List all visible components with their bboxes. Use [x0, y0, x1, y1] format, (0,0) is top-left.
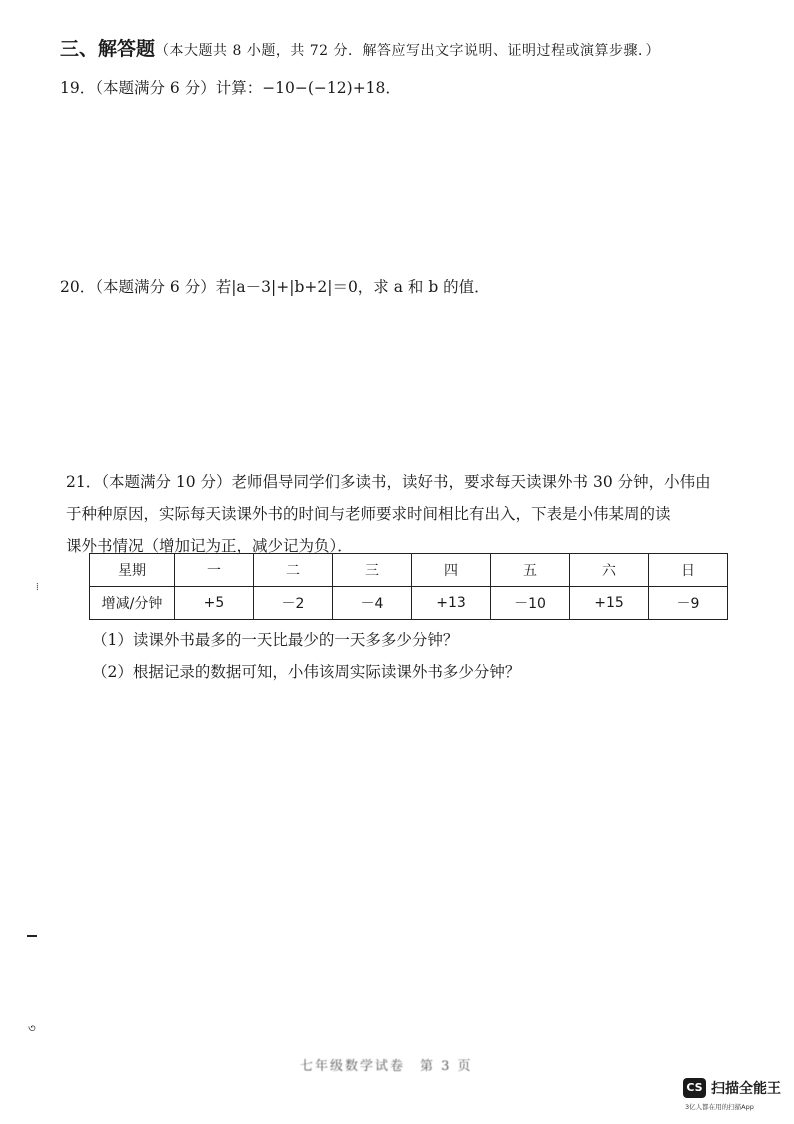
margin-dots: ⁞ [36, 582, 39, 593]
table-value: +5 [175, 587, 254, 620]
table-value: +15 [570, 587, 649, 620]
question-21-line-2: 于种种原因，实际每天读课外书的时间与老师要求时间相比有出入，下表是小伟某周的读 [66, 505, 671, 523]
table-value-row [90, 587, 728, 620]
scanner-watermark [683, 1076, 793, 1116]
table-row-label: 增减/分钟 [90, 587, 175, 620]
table-day: 三 [333, 554, 412, 587]
section-note: （本大题共 8 小题，共 72 分．解答应写出文字说明、证明过程或演算步骤．） [155, 43, 661, 59]
question-21-part-1: （1）读课外书最多的一天比最少的一天多多少分钟？ [92, 631, 459, 649]
question-21 [66, 466, 746, 562]
margin-mark: ৩ [28, 1021, 36, 1035]
question-21-line-1: 21．（本题满分 10 分）老师倡导同学们多读书，读好书，要求每天读课外书 30 分钟，小伟由 [66, 473, 711, 491]
table-day: 四 [412, 554, 491, 587]
question-20: 20．（本题满分 6 分）若|a－3|+|b+2|＝0，求 a 和 b 的值． [60, 278, 490, 296]
table-day: 五 [491, 554, 570, 587]
margin-dash [27, 935, 37, 937]
table-value: －9 [649, 587, 728, 620]
table-value: －4 [333, 587, 412, 620]
scanner-tagline: 3亿人都在用的扫描App [685, 1103, 754, 1111]
question-19: 19．（本题满分 6 分）计算：−10−(−12)+18． [60, 79, 401, 97]
scanner-name: 扫描全能王 [711, 1081, 781, 1097]
reading-record-table [89, 553, 728, 620]
table-day: 日 [649, 554, 728, 587]
table-value: +13 [412, 587, 491, 620]
table-day: 二 [254, 554, 333, 587]
scanner-logo-icon: CS [683, 1078, 706, 1098]
page-footer: 七年级数学试卷 第 3 页 [300, 1059, 473, 1074]
question-21-line-3: 课外书情况（增加记为正，减少记为负）． [66, 537, 353, 555]
table-header-row [90, 554, 728, 587]
section-title [60, 34, 660, 61]
question-21-part-2: （2）根据记录的数据可知，小伟该周实际读课外书多少分钟？ [92, 663, 521, 681]
table-value: －2 [254, 587, 333, 620]
table-value: －10 [491, 587, 570, 620]
table-day: 六 [570, 554, 649, 587]
table-day: 一 [175, 554, 254, 587]
table-header-label: 星期 [90, 554, 175, 587]
section-heading: 三、解答题 [60, 38, 156, 60]
